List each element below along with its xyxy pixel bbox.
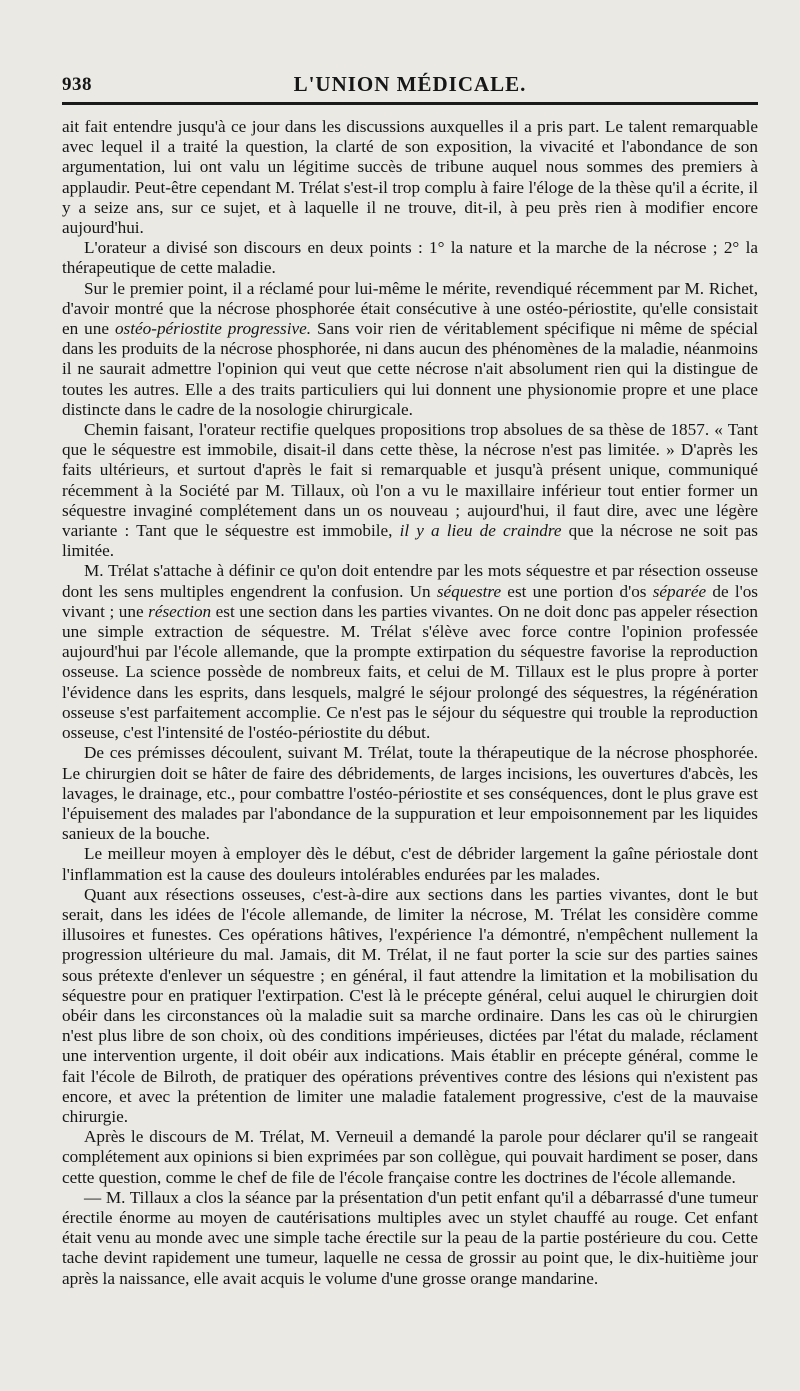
paragraph bbox=[62, 117, 758, 238]
article-body bbox=[62, 117, 758, 1289]
text-run: que la nécrose ne soit pas limitée. bbox=[62, 521, 758, 561]
text-run: Chemin faisant, l'orateur rectifie quelques propositions trop absolues de sa thèse de 1857. « Tant que le séquestre est immobile, disait-il dans cette thèse, la nécrose n'est pas limitée. » D'après les faits ultérieurs, et surtout d'après le fait si remarquable et jusqu'à présent unique, communiqué récemment à la Société par M. Tillaux, où l'on a vu le maxillaire inférieur tout entier former un séquestre invaginé complétement dans un os nouveau ; aujourd'hui, il faut dire, avec une légère variante : Tant que le séquestre est immobile, bbox=[62, 420, 758, 541]
paragraph bbox=[62, 743, 758, 844]
paragraph bbox=[62, 844, 758, 884]
italic-phrase: séquestre bbox=[436, 581, 502, 601]
text-run: — M. Tillaux a clos la séance par la présentation d'un petit enfant qu'il a débarrassé d'une tumeur érectile énorme au moyen de cautérisations multiples avec un stylet chauffé au rouge. Cet enfant était venu au monde avec une simple tache érectile sur la peau de la partie postérieure du cou. Cette tache devint rapidement une tumeur, laquelle ne cessa de grossir au point que, le dix-huitième jour après la naissance, elle avait acquis le volume d'une grosse orange mandarine. bbox=[62, 1187, 758, 1288]
paragraph bbox=[62, 1127, 758, 1188]
italic-phrase: il y a lieu de craindre bbox=[399, 521, 562, 541]
page-number: 938 bbox=[62, 74, 92, 95]
text-run: Sans voir rien de véritablement spécifique ni même de spécial dans les produits de la nécrose phosphorée, ni dans aucun des phénomènes de la maladie, néanmoins il ne saurait admettre l'opinion qui veut que cette nécrose n'ait absolument rien qui la distingue de toutes les autres. Elle a des traits particuliers qui lui donnent une physionomie propre et une place distincte dans le cadre de la nosologie chirurgicale. bbox=[62, 319, 758, 419]
paragraph bbox=[62, 238, 758, 278]
journal-title: L'UNION MÉDICALE. bbox=[293, 72, 527, 96]
paragraph bbox=[62, 561, 758, 743]
text-run: est une portion d'os bbox=[501, 581, 653, 601]
text-run: Après le discours de M. Trélat, M. Verneuil a demandé la parole pour déclarer qu'il se rangeait complétement aux opinions si bien exprimées par son collègue, qui pouvait hardiment se poser, dans cette question, comme le chef de file de l'école française contre les doctrines de l'école allemande. bbox=[62, 1127, 758, 1187]
running-header bbox=[62, 70, 758, 105]
text-run: L'orateur a divisé son discours en deux points : 1° la nature et la marche de la nécrose ; 2° la thérapeutique de cette maladie. bbox=[62, 238, 758, 278]
italic-phrase: séparée bbox=[652, 581, 707, 601]
paragraph bbox=[62, 420, 758, 561]
text-run: ait fait entendre jusqu'à ce jour dans les discussions auxquelles il a pris part. Le talent remarquable avec lequel il a traité la question, la clarté de son exposition, la vivacité et l'abondance de son argumentation, lui ont valu un légitime succès de tribune auquel nous sommes des premiers à applaudir. Peut-être cependant M. Trélat s'est-il trop complu à faire l'éloge de la thèse qu'il a écrite, il y a seize ans, sur ce sujet, et à laquelle il ne trouve, dit-il, à peu près rien à modifier encore aujourd'hui. bbox=[62, 117, 758, 238]
paragraph bbox=[62, 885, 758, 1127]
text-run: Sur le premier point, il a réclamé pour lui-même le mérite, revendiqué récemment par M. Richet, d'avoir montré que la nécrose phosphorée était consécutive à une ostéo-périostite, qu'elle consistait en une bbox=[62, 278, 758, 339]
italic-phrase: ostéo-périostite progressive. bbox=[114, 319, 312, 339]
text-run: Le meilleur moyen à employer dès le début, c'est de débrider largement la gaîne périostale dont l'inflammation est la cause des douleurs intolérables endurées par les malades. bbox=[62, 844, 758, 884]
paragraph bbox=[62, 1188, 758, 1289]
text-run: de l'os vivant ; une bbox=[62, 581, 758, 621]
text-run: Quant aux résections osseuses, c'est-à-dire aux sections dans les parties vivantes, dont le but serait, dans les idées de l'école allemande, de limiter la nécrose, M. Trélat les considère comme illusoires et funestes. Ces opérations hâtives, l'expérience l'a démontré, n'empêchent nullement la progression ultérieure du mal. Jamais, dit M. Trélat, il ne faut porter la scie sur des parties saines sous prétexte d'enlever un séquestre ; en général, il faut attendre la limitation et la mobilisation du séquestre pour en pratiquer l'extirpation. C'est là le précepte général, celui auquel le chirurgien doit obéir dans les circonstances où la maladie suit sa marche ordinaire. Dans les cas où le chirurgien n'est plus libre de son choix, où des conditions impérieuses, dictées par l'état du malade, réclament une intervention urgente, il doit obéir aux indications. Mais établir en précepte général, comme le fait l'école de Bilroth, de pratiquer des opérations préventives contre des lésions qui n'existent pas encore, et avec la prétention de limiter une maladie fatalement progressive, c'est de la mauvaise chirurgie. bbox=[62, 884, 758, 1126]
italic-phrase: résection bbox=[148, 601, 212, 621]
text-run: De ces prémisses découlent, suivant M. Trélat, toute la thérapeutique de la nécrose phosphorée. Le chirurgien doit se hâter de faire des débridements, de larges incisions, les ouvertures d'abcès, les lavages, le drainage, etc., pour combattre l'ostéo-périostite et ses conséquences, dont le plus grave est l'épuisement des malades par l'abondance de la suppuration et leur empoisonnement par les liquides sanieux de la bouche. bbox=[62, 743, 758, 844]
text-run: est une section dans les parties vivantes. On ne doit donc pas appeler résection une simple extraction de séquestre. M. Trélat s'élève avec force contre l'opinion professée aujourd'hui par l'école allemande, que la prompte extirpation du séquestre favorise la reproduction osseuse. La science possède de nombreux faits, et celui de M. Tillaux est le plus propre à porter l'évidence dans les esprits, dans lesquels, malgré le séjour prolongé des séquestres, la régénération osseuse s'est parfaitement accomplie. Ce n'est pas le séjour du séquestre qui trouble la reproduction osseuse, c'est l'intensité de l'ostéo-périostite du début. bbox=[62, 601, 758, 743]
paragraph bbox=[62, 279, 758, 420]
text-run: M. Trélat s'attache à définir ce qu'on doit entendre par les mots séquestre et par résection osseuse dont les sens multiples engendrent la confusion. Un bbox=[62, 561, 758, 601]
